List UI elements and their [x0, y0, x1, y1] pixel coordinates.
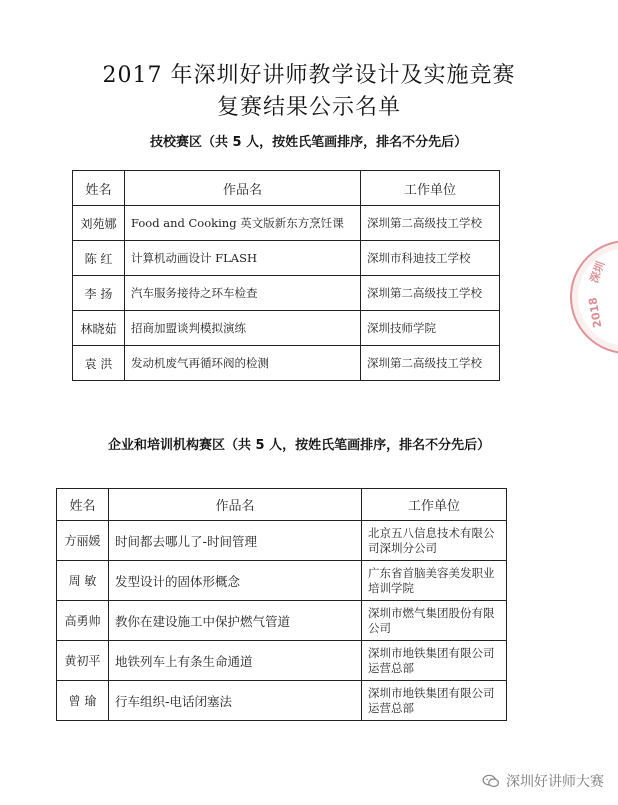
cell-name: 袁 洪 [73, 346, 125, 381]
header-work: 作品名 [125, 171, 361, 206]
table-row [73, 346, 500, 381]
cell-name: 黄初平 [57, 641, 109, 681]
header-unit: 工作单位 [361, 171, 500, 206]
header-work: 作品名 [109, 489, 362, 521]
cell-work: 时间都去哪儿了-时间管理 [109, 521, 362, 561]
cell-unit: 广东省首脑美容美发职业培训学院 [362, 561, 507, 601]
cell-work: 发型设计的固体形概念 [109, 561, 362, 601]
doc-title-line2: 复赛结果公示名单 [216, 95, 401, 120]
table-row [73, 241, 500, 276]
cell-name: 林晓茹 [73, 311, 125, 346]
cell-name: 方丽媛 [57, 521, 109, 561]
cell-unit: 深圳第二高级技工学校 [361, 206, 500, 241]
table-row [73, 206, 500, 241]
table-header-row [73, 171, 500, 206]
cell-unit: 深圳市地铁集团有限公司运营总部 [362, 641, 507, 681]
cell-name: 李 扬 [73, 276, 125, 311]
watermark [482, 771, 604, 791]
cell-work: 地铁列车上有条生命通道 [109, 641, 362, 681]
table-row [73, 276, 500, 311]
seal-year: 2018 [586, 296, 605, 329]
cell-unit: 北京五八信息技术有限公司深圳分公司 [362, 521, 507, 561]
cell-name: 陈 红 [73, 241, 125, 276]
header-name: 姓名 [73, 171, 125, 206]
table-row [57, 601, 507, 641]
cell-work: 教你在建设施工中保护燃气管道 [109, 601, 362, 641]
cell-unit: 深圳市科迪技工学校 [361, 241, 500, 276]
cell-work: 汽车服务接待之环车检查 [125, 276, 361, 311]
cell-work: 行车组织-电话闭塞法 [109, 681, 362, 721]
cell-work: 计算机动画设计 FLASH [125, 241, 361, 276]
cell-work: 发动机废气再循环阀的检测 [125, 346, 361, 381]
cell-unit: 深圳第二高级技工学校 [361, 276, 500, 311]
cell-name: 曾 瑜 [57, 681, 109, 721]
doc-title-line1: 2017 年深圳好讲师教学设计及实施竞赛 [102, 63, 516, 88]
cell-unit: 深圳市燃气集团股份有限公司 [362, 601, 507, 641]
section1-heading: 技校赛区（共 5 人，按姓氏笔画排序，排名不分先后） [150, 135, 468, 150]
cell-unit: 深圳技师学院 [361, 311, 500, 346]
official-seal [570, 240, 618, 354]
cell-unit: 深圳市地铁集团有限公司运营总部 [362, 681, 507, 721]
table-header-row [57, 489, 507, 521]
watermark-text: 深圳好讲师大赛 [506, 774, 604, 790]
cell-name: 刘苑娜 [73, 206, 125, 241]
cell-name: 高勇帅 [57, 601, 109, 641]
cell-work: 招商加盟谈判模拟演练 [125, 311, 361, 346]
table-row [57, 681, 507, 721]
table-row [57, 521, 507, 561]
table-row [57, 561, 507, 601]
section2-heading: 企业和培训机构赛区（共 5 人，按姓氏笔画排序，排名不分先后） [108, 438, 491, 453]
cell-work: Food and Cooking 英文版新东方烹饪课 [125, 206, 361, 241]
header-unit: 工作单位 [362, 489, 507, 521]
section1-table [72, 170, 500, 381]
seal-text: 深圳 [587, 259, 608, 285]
cell-unit: 深圳第二高级技工学校 [361, 346, 500, 381]
section2-table [56, 488, 507, 721]
table-row [73, 311, 500, 346]
wechat-icon [482, 774, 500, 788]
table-row [57, 641, 507, 681]
cell-name: 周 敏 [57, 561, 109, 601]
header-name: 姓名 [57, 489, 109, 521]
